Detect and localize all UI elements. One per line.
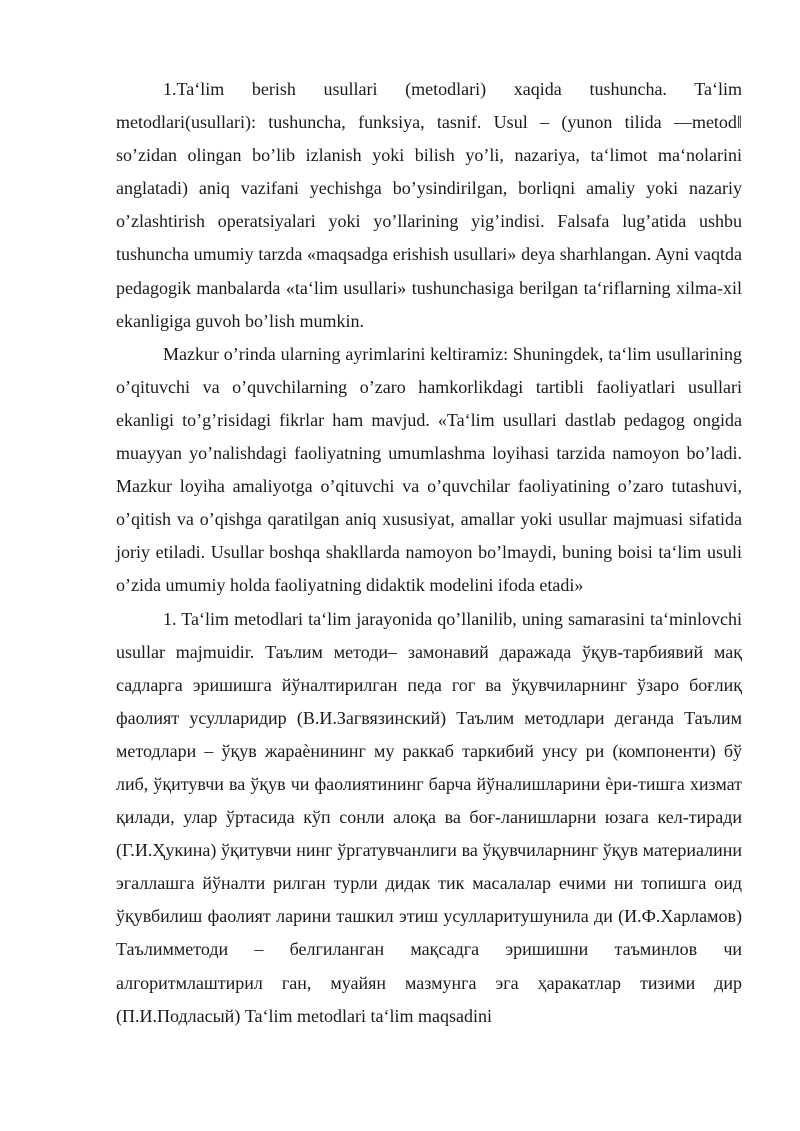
paragraph-2: Mazkur o’rinda ularning ayrimlarini keltiramiz: Shuningdek, ta‘lim usullarining o’qituvchi va o’quvchilarning o’zaro hamkorlikdagi tartibli faoliyatlari usullari ekanligi to’g’risidagi fikrlar ham mavjud. «Ta‘lim usullari dastlab pedagog ongida muayyan yo’nalishdagi faoliyatning umumlashma loyihasi tarzida namoyon bo’ladi. Mazkur loyiha amaliyotga o’qituvchi va o’quvchilar faoliyatining o’zaro tutashuvi, o’qitish va o’qishga qaratilgan aniq xususiyat, amallar yoki usullar majmuasi sifatida joriy etiladi. Usullar boshqa shakllarda namoyon bo’lmaydi, buning boisi ta‘lim usuli o’zida umumiy holda faoliyatning didaktik modelini ifoda etadi» <box>116 343 742 596</box>
paragraph-1: 1.Ta‘lim berish usullari (metodlari) xaqida tushuncha. Ta‘lim metodlari(usullari): tushuncha, funksiya, tasnif. Usul – (yunon tilida ―metod‖ so’zidan olingan bo’lib izlanish yoki bilish yo’li, nazariya, ta‘limot ma‘nolarini anglatadi) aniq vazifani yechishga bo’ysindirilgan, borliqni amaliy yoki nazariy o’zlashtirish operatsiyalari yoki yo’llarining yig’indisi. Falsafa lug’atida ushbu tushuncha umumiy tarzda «maqsadga erishish usullari» deya sharhlangan. Ayni vaqtda pedagogik manbalarda «ta‘lim usullari» tushunchasiga berilgan ta‘riflarning xilma-xil ekanligiga guvoh bo’lish mumkin. <box>116 79 742 331</box>
paragraph-3: 1. Ta‘lim metodlari ta‘lim jarayonida qo’llanilib, uning samarasini ta‘minlovchi usullar majmuidir. Таълим методи– замонавий даражада ўқув-тарбиявий мақ садларга эришишга йўналтирилган педа гог ва ўқувчиларнинг ўзаро боғлиқ фаолият усулларидир (В.И.Загвязинский) Таълим методлари деганда Таълим методлари – ўқув жараѐнининг му раккаб таркибий унсу ри (компоненти) бў либ, ўқитувчи ва ўқув чи фаолиятининг барча йўналишларини ѐри-тишга хизмат қилади, улар ўртасида кўп сонли алоқа ва боғ-ланишларни юзага кел-тиради (Г.И.Ҳукина) ўқитувчи нинг ўргатувчанлиги ва ўқувчиларнинг ўқув материалини эгаллашга йўналти рилган турли дидак тик масалалар ечими ни топишга оид ўқувбилиш фаолият ларини ташкил этиш усулларитушунила ди (И.Ф.Харламов) Таълимметоди – белгиланган мақсадга эришишни таъминлов чи алгоритмлаштирил ган, муайян мазмунга эга ҳаракатлар тизими дир (П.И.Подласый) Ta‘lim metodlari ta‘lim maqsadini <box>116 608 742 1026</box>
body-text <box>116 73 742 1033</box>
